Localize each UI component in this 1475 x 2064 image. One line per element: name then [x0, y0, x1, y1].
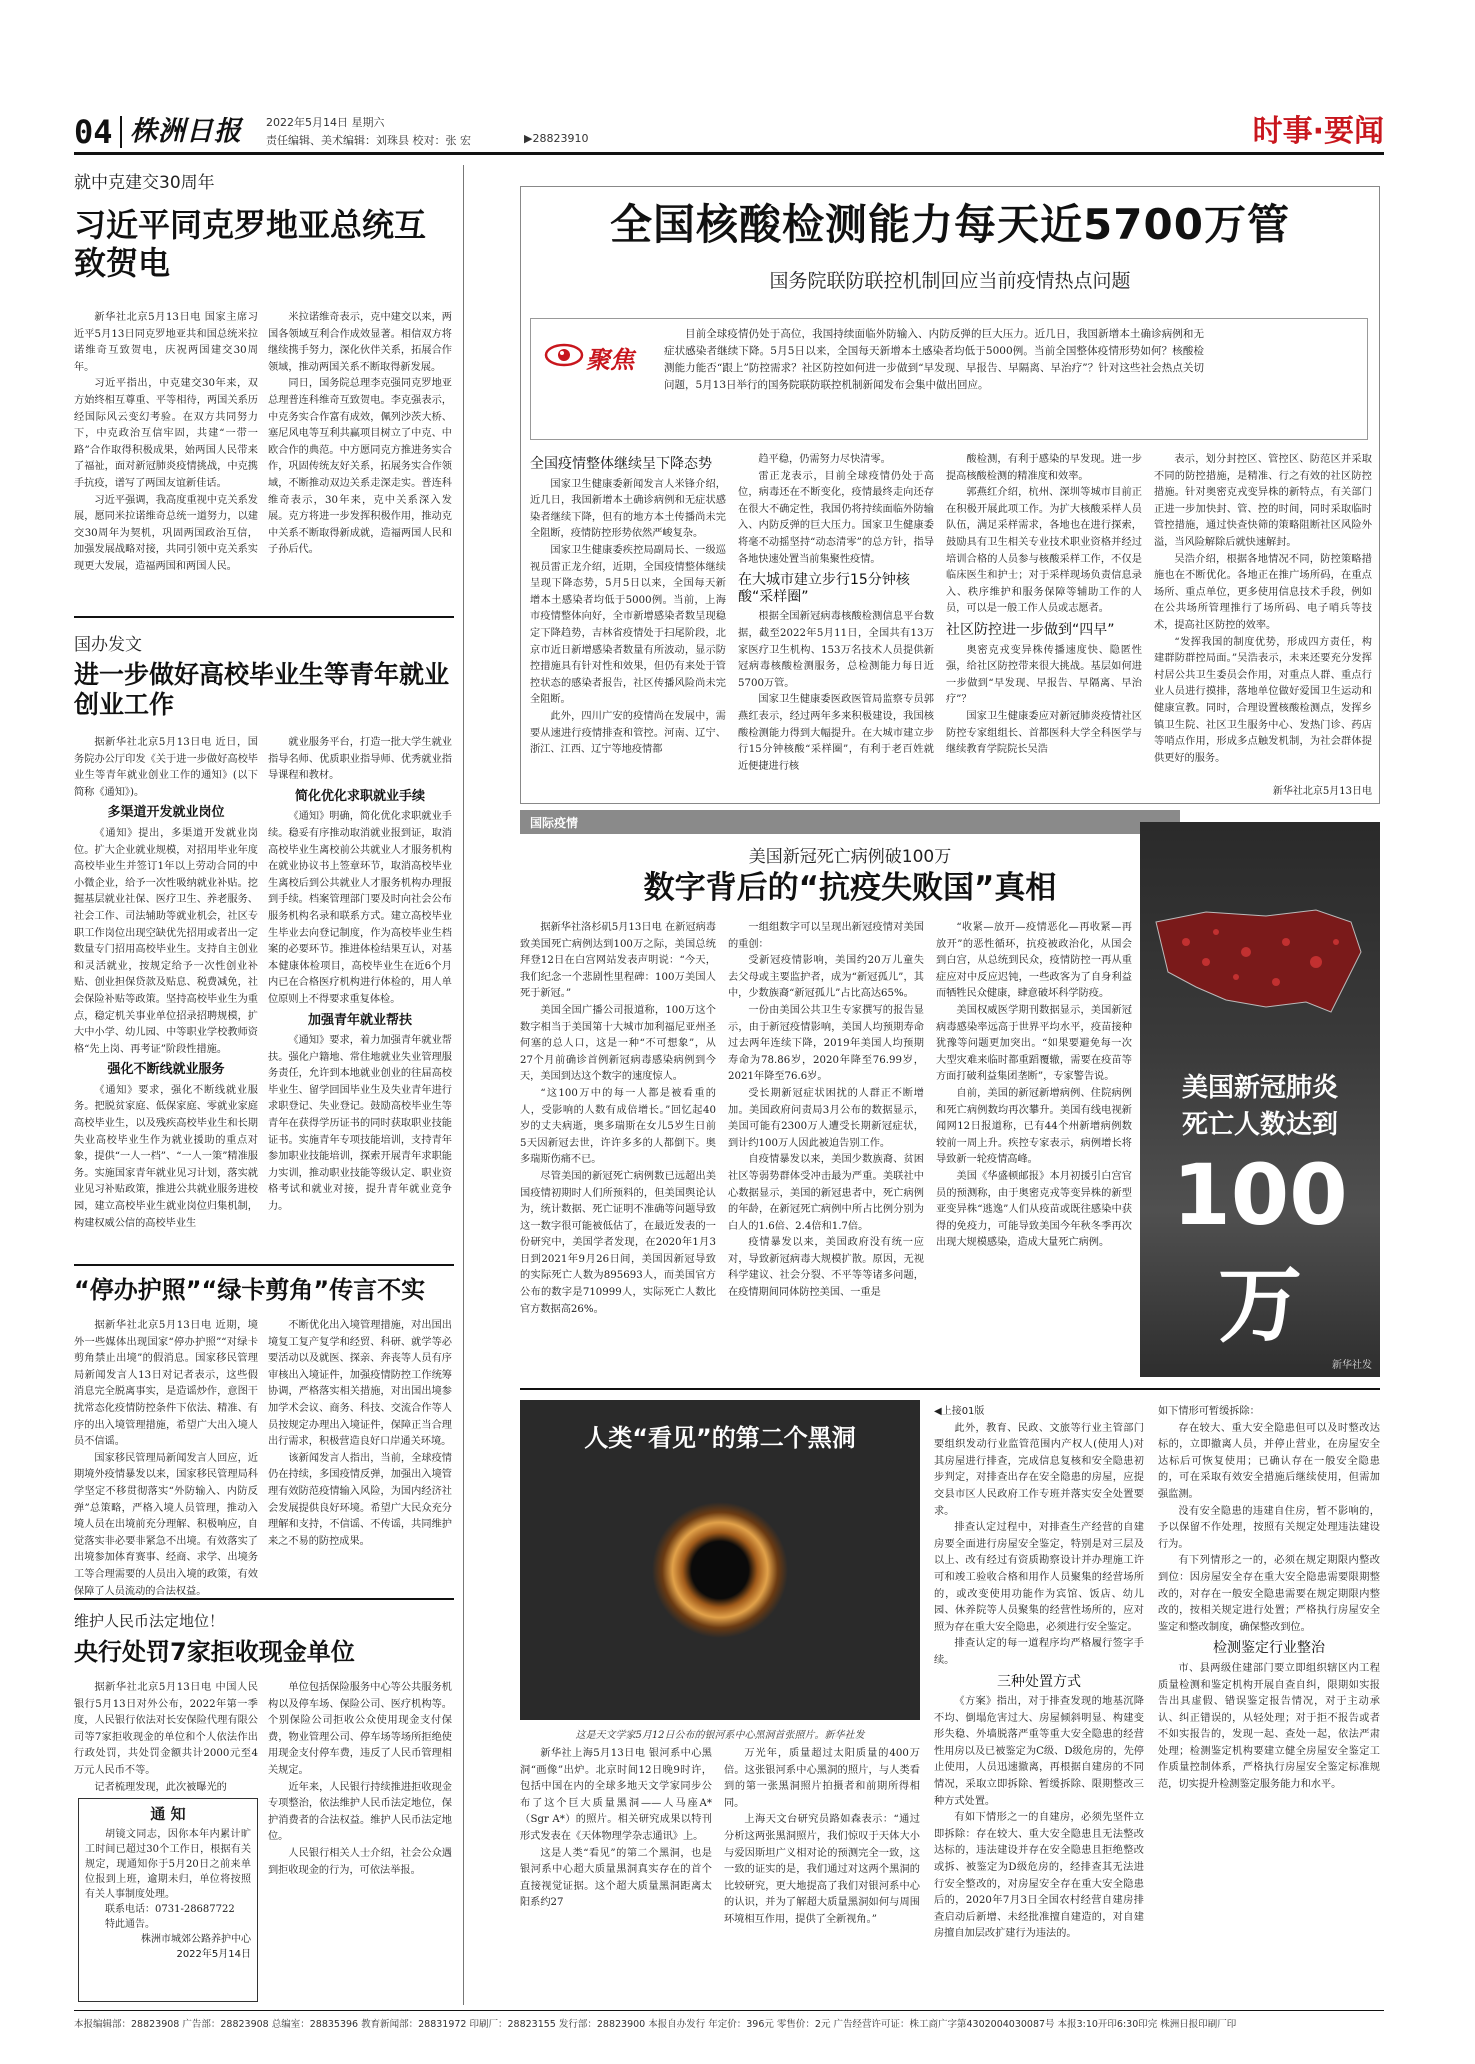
article-headline: 央行处罚7家拒收现金单位 — [74, 1638, 355, 1666]
photo-title: 人类“看见”的第二个黑洞 — [584, 1424, 856, 1452]
paragraph: 有下列情形之一的，必须在规定期限内整改到位：因房屋安全存在重大安全隐患需要限期整改的，对存在一般安全隐患需要在规定期限内整改的，按相关规定进行处置；严格执行房屋安全鉴定和整改制度，确保整改到位。 — [1158, 1555, 1380, 1633]
paragraph: 奥密克戎变异株传播速度快、隐匿性强，给社区防控带来很大挑战。基层如何进一步做到“早发现、早报告、早隔离、早治疗”？ — [946, 644, 1142, 706]
article-column — [520, 920, 716, 1375]
article-kicker: 美国新冠死亡病例破100万 — [748, 847, 952, 867]
paragraph: “收紧—放开—疫情恶化—再收紧—再放开”的恶性循环，抗疫被政治化，从国会到白宫，从总统到民众，疫情防控一再从重症应对中反应迟钝，一些政客为了自身利益而牺牲民众健康，肆意破坏科学防疫。 — [936, 922, 1132, 1000]
paragraph: 尽管美国的新冠死亡病例数已远超出美国疫情初期时人们所预料的，但美国舆论认为，统计数据、死亡证明不准确等问题导致这一数字很可能被低估了，在最近发表的一份研究中，美国学者发现，在2020年1月3日到2021年9月26日间，美国因新冠导致的实际死亡人数为895693人，而美国官方公布的数字是710999人，实际死亡人数比官方数据高26%。 — [520, 1170, 716, 1315]
paragraph: 美国权威医学期刊数据显示，美国新冠病毒感染率远高于世界平均水平，疫苗接种犹豫等问题更加突出。“如果要避免每一次大型灾难来临时都重蹈覆辙，需要在疫苗等方面打破利益集团垄断”，专家警告说。 — [936, 1004, 1132, 1083]
article-column — [934, 1404, 1144, 2002]
paragraph: 据新华社北京5月13日电 中国人民银行5月13日对外公布，2022年第一季度，人民银行依法对长安保险代理有限公司等7家拒收现金的单位和个人依法作出行政处罚，共处罚金额共计2000元至4万元人民币不等。 — [74, 1682, 258, 1776]
paragraph: 据新华社洛杉矶5月13日电 在新冠病毒致美国死亡病例达到100万之际，美国总统拜登12日在白宫网站发表声明说：“今天，我们纪念一个悲剧性里程碑：100万美国人死于新冠。” — [520, 922, 716, 1000]
article-column — [530, 452, 726, 797]
article-column — [946, 452, 1142, 797]
section-rule — [520, 1388, 1380, 1390]
paragraph: 一组组数字可以呈现出新冠疫情对美国的重创： — [728, 922, 924, 950]
column-divider — [463, 165, 464, 2005]
subheading: 强化不断线就业服务 — [107, 1062, 225, 1078]
masthead — [74, 112, 1384, 152]
paragraph: 据新华社北京5月13日电 近日，国务院办公厅印发《关于进一步做好高校毕业生等青年就业创业工作的通知》(以下简称《通知》)。 — [74, 737, 258, 798]
paragraph: 同日，国务院总理李克强同克罗地亚总理普连科维奇互致贺电。李克强表示，中克务实合作富有成效，佩列沙茨大桥、塞尼风电等互利共赢项目树立了中克、中欧合作的典范。中方愿同克方推进务实合作，巩固传统友好关系，拓展务实合作领域，不断推动双边关系走深走实。普连科维奇表示，30年来，克中关系深入发展。克方将进一步发挥积极作用，推动克中关系不断取得新成就，造福两国人民和子孙后代。 — [268, 378, 452, 556]
paragraph: 吴浩介绍，根据各地情况不同，防控策略措施也在不断优化。各地正在推广场所码，在重点场所、重点单位，更多使用信息技术手段，例如在公共场所管理推行了场所码、电子哨兵等技术，提高社区防控的效率。 — [1154, 553, 1372, 631]
paragraph: 酸检测，有利于感染的早发现。进一步提高核酸检测的精准度和效率。 — [946, 454, 1142, 482]
subheading: 如下情形可暂缓拆除： — [1158, 1406, 1260, 1417]
us-map-graphic — [1140, 822, 1380, 1377]
paragraph: 习近平强调，我高度重视中克关系发展，愿同米拉诺维奇总统一道努力，以建交30周年为契机，巩固两国政治互信，加强发展战略对接，共同引领中克关系实现更大发展，造福两国和两国人民。 — [74, 494, 258, 572]
paragraph: 人民银行相关人士介绍，社会公众遇到拒收现金的行为，可依法举报。 — [268, 1847, 452, 1876]
subheading: 在大城市建立步行15分钟核酸“采样圈” — [738, 572, 910, 605]
paragraph: 该新闻发言人指出，当前，全球疫情仍在持续，多国疫情反弹，加强出入境管理有效防范疫情输入风险，为国内经济社会发展提供良好环境。希望广大民众充分理解和支持，不信谣、不传谣，共同维护来之不易的防控成果。 — [268, 1452, 452, 1547]
paragraph: 受长期新冠症状困扰的人群正不断增加。美国政府问责局3月公布的数据显示，美国可能有2300万人遭受长期新冠症状，到计约100万人因此被迫告别工作。 — [728, 1087, 924, 1149]
paragraph: 排查认定过程中，对排查生产经营的自建房要全面进行房屋安全鉴定，特别是对三层及以上、改有经过有资质勘察设计并办理施工许可和竣工验收合格和用作人员聚集的经营场所的，或改变使用功能作为宾馆、饭店、幼儿园、休养院等人员聚集的经营性场所的，应对照为存在重大安全隐患，必须进行安全鉴定。 — [934, 1522, 1144, 1633]
paragraph: 单位包括保险服务中心等公共服务机构以及停车场、保险公司、医疗机构等。个别保险公司拒收公众使用现金支付保费，物业管理公司、停车场等场所拒绝使用现金支付停车费，违反了人民币管理相关规定。 — [268, 1682, 452, 1776]
notice-box — [78, 1798, 258, 2002]
paragraph: 此外，教育、民政、文旅等行业主管部门要组织发动行业监管范围内产权人(使用人)对其房屋进行排查，完成信息复核和安全隐患初步判定，对排查出存在安全隐患的房屋，应提交县市区人民政府工作专班并落实安全处置要求。 — [934, 1422, 1144, 1517]
eye-icon — [544, 340, 584, 370]
section-tag-label: 国际疫情 — [530, 816, 579, 830]
paragraph: 不断优化出入境管理措施，对出国出境复工复产复学和经贸、科研、就学等必要活动以及就医、探亲、奔丧等人员有序审核出入境证件，加强疫情防控工作统筹协调，严格落实相关措施，对出国出境参加学术会议、商务、科技、交流合作等人员按规定办理出入境证件，保障正当合理出行需求，积极营造良好口岸通关环境。 — [268, 1320, 452, 1448]
photo-caption: 这是天文学家5月12日公布的银河系中心黑洞首张照片。新华社发 — [575, 1730, 865, 1741]
focus-label: 聚焦 — [586, 346, 634, 374]
black-hole-ring-icon — [650, 1500, 790, 1640]
paragraph: 美国《华盛顿邮报》本月初援引白宫官员的预测称，由于奥密克戎等变异株的新型亚变异株“逃逸”人们从疫苗或既往感染中获得的免疫力，可能导致美国今年秋冬季再次出现大规模感染，造成大量死亡病例。 — [936, 1170, 1132, 1249]
focus-intro — [664, 326, 1204, 434]
article-headline: 数字背后的“抗疫失败国”真相 — [643, 870, 1057, 906]
paragraph: 郭燕红介绍，杭州、深圳等城市目前正在积极开展此项工作。为扩大核酸采样人员队伍，满足采样需求，各地也在进行探索，鼓励具有卫生相关专业技术职业资格并经过培训合格的人员参与核酸采样工作，不仅是临床医生和护士；对于采样现场负责信息录入、秩序维护和服务保障等辅助工作的人员，可以是一般工作人员或志愿者。 — [946, 487, 1142, 615]
article-column — [520, 1746, 712, 2001]
article-column — [728, 920, 924, 1375]
map-caption-line2: 死亡人数达到 — [1181, 1110, 1338, 1140]
article-column — [268, 1680, 452, 2002]
paragraph: 《方案》指出，对于排查发现的地基沉降不均、倒塌危害过大、房屋倾斜明显、构建变形失稳、外墙脱落严重等重大安全隐患的经营性用房以及已被鉴定为C级、D级危房的，先停止使用，人员迅速撤离，再根据自建房的不同情况，采取立即拆除、暂缓拆除、限期整改三种方式处置。 — [934, 1696, 1144, 1807]
section-rule — [74, 1598, 454, 1600]
article-column — [74, 1318, 258, 1597]
paragraph: “发挥我国的制度优势，形成四方责任，构建群防群控局面。”吴浩表示，未来还要充分发挥村居公共卫生委员会作用，对重点人群、重点行业人员进行摸排，落地单位做好爱国卫生运动和健康宣教。同时，合理设置核酸检测点，发挥乡镇卫生院、社区卫生服务中心、发热门诊、药店等哨点作用，形成多点触发机制，为社会群体提供更好的服务。 — [1154, 636, 1372, 764]
notice-date: 2022年5月14日 — [176, 1949, 251, 1960]
article-column — [74, 310, 258, 640]
paragraph: 《通知》明确，简化优化求职就业手续。稳妥有序推动取消就业报到证，取消高校毕业生离校前公共就业人才服务机构在就业协议书上签章环节，取消高校毕业生离校后到公共就业人才服务机构办理报到手续。档案管理部门要及时向社会公布服务机构名录和联系方式。建立高校毕业生毕业去向登记制度，作为高校毕业生档案的必要环节。推进体检结果互认，对基本健康体检项目，高校毕业生在近6个月内已在合格医疗机构进行体检的，用人单位原则上不得要求重复体检。 — [268, 811, 452, 1005]
article-column — [1158, 1404, 1380, 2002]
paragraph: 国家移民管理局新闻发言人回应，近期境外疫情暴发以来，国家移民管理局科学坚定不移贯彻落实“外防输入、内防反弹”总策略，严格入境人员管理，推动入境人员在出境前充分理解、积极响应，自觉落实非必要非紧急不出境。有效落实了出境参加体育赛事、经商、求学、出境务工等合理需要的人员出入境的政策，有效保障了人员流动的合法权益。 — [74, 1452, 258, 1597]
section-rule — [74, 616, 454, 618]
paragraph: 记者梳理发现，此次被曝光的 — [94, 1781, 227, 1793]
paragraph: 受新冠疫情影响，美国约20万儿童失去父母或主要监护者，成为“新冠孤儿”，其中，少数族裔“新冠孤儿”占比高达65%。 — [728, 955, 924, 1000]
issue-date: 2022年5月14日 星期六 — [266, 116, 385, 129]
notice-title: 通 知 — [150, 1805, 186, 1823]
article-column — [74, 735, 258, 1255]
paragraph: 习近平指出，中克建交30年来，双方始终相互尊重、平等相待，两国关系历经国际风云变幻考验。在双方共同努力下，中克政治互信牢固，共建“一带一路”合作取得积极成果，始两国人民带来了福祉，面对新冠肺炎疫情挑战，中克携手抗疫，谱写了两国友谊新佳话。 — [74, 378, 258, 489]
subheading: 全国疫情整体继续呈下降态势 — [530, 456, 712, 472]
section-name: 时事·要闻 — [1252, 114, 1384, 149]
paragraph: 这是人类“看见”的第二个黑洞，也是银河系中心超大质量黑洞真实存在的首个直接视觉证据。这个超大质量黑洞距离太阳系约27 — [520, 1847, 712, 1909]
paragraph: 就业服务平台，打造一批大学生就业指导名师、优质职业指导师、优秀就业指导课程和教材。 — [268, 737, 452, 782]
paragraph: 米拉诺维奇表示，克中建交以来，两国各领域互利合作成效显著。相信双方将继续携手努力，深化伙伴关系，拓展合作领域，推动两国关系不断取得新发展。 — [268, 312, 452, 373]
paragraph: 表示，划分封控区、管控区、防范区并采取不同的防控措施，是精准、行之有效的社区防控措施。针对奥密克戎变异株的新特点，有关部门正进一步加快封、管、控的时间，同时采取临时管控措施，通过快查快筛的策略阻断社区风险外溢，当风险解除后就快速解封。 — [1154, 454, 1372, 548]
paragraph: 新华社上海5月13日电 银河系中心黑洞“画像”出炉。北京时间12日晚9时许，包括中国在内的全球多地天文学家同步公布了这个巨大质量黑洞——人马座A*（Sgr A*）的照片。相关研究成果以特刊形式发表在《天体物理学杂志通讯》上。 — [520, 1748, 712, 1842]
notice-org: 株洲市城郊公路养护中心 — [141, 1934, 251, 1945]
article-headline: 习近平同克罗地亚总统互致贺电 — [74, 206, 427, 283]
article-column — [268, 1318, 452, 1590]
paragraph: 美国全国广播公司报道称，100万这个数字相当于美国第十大城市加利福尼亚州圣何塞的总人口，这是一种“不可想象”，从27个月前确诊首例新冠病毒感染病例到今天，美国到达这个数字的速度惊人。 — [520, 1004, 716, 1083]
paragraph: 趋平稳，仍需努力尽快清零。 — [758, 454, 891, 465]
paragraph: 排查认定的每一道程序均严格履行签字手续。 — [934, 1638, 1144, 1666]
lead-subtitle: 国务院联防联控机制回应当前疫情热点问题 — [769, 270, 1131, 292]
us-map-icon — [1146, 882, 1374, 1042]
footer-info: 本报编辑部：28823908 广告部：28823908 总编室：28835396 教育新闻部：28831972 印刷厂：28823155 发行部：28823900 本报自办发行 年定价：396元 零售价：2元 广告经营许可证：株工商广字第4302004030087号 本报3:10开印6:30印完 株洲日报印刷厂印 — [74, 2019, 1237, 2030]
footer-rule — [74, 2010, 1384, 2011]
article-column — [724, 1746, 920, 2001]
byline: 新华社北京5月13日电 — [1272, 786, 1372, 797]
page-number: 04 — [74, 113, 113, 151]
paragraph: 新华社北京5月13日电 国家主席习近平5月13日同克罗地亚共和国总统米拉诺维奇互致贺电，庆祝两国建交30周年。 — [74, 312, 258, 373]
paragraph: 有如下情形之一的自建房，必须先坚件立即拆除：存在较大、重大安全隐患且无法整改达标的，违法建设并存在安全隐患且拒绝整改或拆、被鉴定为D级危房的，经排查其无法进行安全整改的，对房屋安全存在重大安全隐患后的，2020年7月3日全国农村经营自建房排查启动后新增、未经批准擅自建造的，对自建房擅自加层改扩建行为违法的。 — [934, 1812, 1144, 1940]
phone-number: ▶28823910 — [524, 132, 589, 145]
subheading: 简化优化求职就业手续 — [294, 788, 425, 804]
notice-contact: 联系电话：0731-28687722 — [105, 1904, 235, 1915]
paragraph: 国家卫生健康委应对新冠肺炎疫情社区防控专家组组长、首都医科大学全科医学与继续教育学院院长吴浩 — [946, 710, 1142, 756]
paragraph: 自疫情暴发以来，美国少数族裔、贫困社区等弱势群体受冲击最为严重。美联社中心数据显示，美国的新冠患者中，死亡病例的年龄，在新冠死亡病例中所占比例分别为白人的1.6倍、2.4倍和1.7倍。 — [728, 1154, 924, 1232]
paragraph: 目前全球疫情仍处于高位，我国持续面临外防输入、内防反弹的巨大压力。近几日，我国新增本土确诊病例和无症状感染者继续下降。5月5日以来，全国每天新增本土感染者均低于5000例。当前全国整体疫情形势如何？核酸检测能力能否“跟上”防控需求？社区防控如何进一步做到“早发现、早报告、早隔离、早治疗”？针对这些社会热点关切问题，5月13日举行的国务院联防联控机制新闻发布会集中做出回应。 — [664, 328, 1204, 391]
paragraph: 此外，四川广安的疫情尚在发展中，需要从速进行疫情排查和管控。河南、辽宁、浙江、江西、辽宁等地疫情都 — [530, 710, 726, 756]
paragraph: 一份由美国公共卫生专家撰写的报告显示，由于新冠疫情影响，美国人均预期寿命过去两年连续下降，2019年美国人均预期寿命为78.86岁，2020年降至76.99岁，2021年降至76.6岁。 — [728, 1004, 924, 1083]
paragraph: 上海天文台研究员路如森表示：“通过分析这两张黑洞照片，我们惊叹于天体大小与爱因斯坦广义相对论的预测完全一致，这一致的证实的是，我们通过对这两个黑洞的比较研究，更大地提高了我们对银河系中心的认识，并为了解超大质量黑洞如何与周围环境相互作用，提供了全新视角。” — [724, 1814, 920, 1925]
masthead-rule — [74, 152, 1384, 155]
subheading: 三种处置方式 — [997, 1673, 1081, 1690]
article-column — [936, 920, 1132, 1375]
continued-marker: ◀上接01版 — [934, 1406, 985, 1417]
article-kicker: 国办发文 — [74, 635, 142, 655]
subheading: 多渠道开发就业岗位 — [107, 805, 225, 821]
subheading: 社区防控进一步做到“四早” — [946, 621, 1115, 638]
article-column — [738, 452, 934, 797]
map-caption-line1: 美国新冠肺炎 — [1181, 1073, 1338, 1103]
black-hole-photo — [520, 1400, 920, 1720]
paragraph: 根据全国新冠病毒核酸检测信息平台数据，截至2022年5月11日，全国共有13万家医疗卫生机构、153万名技术人员提供新冠病毒核酸检测服务，总检测能力每日近5700万管。 — [738, 611, 934, 689]
paragraph: 存在较大、重大安全隐患但可以及时整改达标的，立即撤离人员，并停止营业，在房屋安全达标后可恢复使用；已确认存在一般安全隐患的，可在采取有效安全措施后继续使用，但需加强监测。 — [1158, 1422, 1380, 1500]
image-credit: 新华社发 — [1332, 1360, 1372, 1371]
paragraph: 万光年，质量超过太阳质量的400万倍。这张银河系中心黑洞的照片，与人类看到的第一张黑洞照片拍摄者和前期所得相同。 — [724, 1748, 920, 1809]
paragraph: “这100万中的每一人都是被看重的人，受影响的人数有成倍增长。”回忆起40岁的丈夫病逝，奥多瑞斯在女儿5岁生日前5天因新冠去世，许许多多的人都倒下。奥多瑞斯伤痛不已。 — [520, 1087, 716, 1166]
article-column — [74, 1680, 258, 1792]
editors-line: 责任编辑、美术编辑：刘珠县 校对：张 宏 — [266, 134, 471, 147]
paragraph: 自前，美国的新冠新增病例、住院病例和死亡病例数均再次攀升。美国有线电视新闻网12日报道称，已有44个州新增病例数较前一周上升。疾控专家表示，病例增长将导致新一轮疫情高峰。 — [936, 1087, 1132, 1166]
paragraph: 《通知》要求，强化不断线就业服务。把脱贫家庭、低保家庭、零就业家庭高校毕业生，以及残疾高校毕业生和长期失业高校毕业生作为就业援助的重点对象，提供“一人一档”、“一人一策”精准服务。实施国家青年就业见习计划，落实就业见习补贴政策，推进公共就业服务进校园，建立高校毕业生就业岗位归集机制，构建权威公信的高校毕业生 — [74, 1084, 258, 1229]
paragraph: 市、县两级住建部门要立即组织辖区内工程质量检测和鉴定机构开展自查自纠，限期如实报告出具虚假、错误鉴定报告情况，对于主动承认、纠正错误的，从轻处理；对于拒不报告或者不如实报告的，发现一起、查处一起，依法严肃处理；检测鉴定机构要建立健全房屋安全鉴定工作质量控制体系，严格执行房屋安全鉴定标准规范，切实提升检测鉴定服务能力和水平。 — [1158, 1662, 1380, 1791]
section-tag — [520, 810, 1180, 834]
masthead-divider — [120, 116, 122, 148]
subheading: 加强青年就业帮扶 — [307, 1012, 412, 1028]
paragraph: 据新华社北京5月13日电 近期，境外一些媒体出现国家“停办护照”“对绿卡剪角禁止出境”的假消息。国家移民管理局新闻发言人13日对记者表示，这些假消息完全脱离事实，是造谣炒作，意图干扰常态化疫情防控条件下依法、精准、有序的出入境管理措施，希望广大出入境人员不信谣。 — [74, 1320, 258, 1448]
section-rule — [74, 1264, 454, 1266]
paragraph: 国家卫生健康委新闻发言人米锋介绍，近几日，我国新增本土确诊病例和无症状感染者继续下降，但有的地方本土传播尚未完全阻断，疫情防控形势依然严峻复杂。 — [530, 478, 726, 540]
subheading: 检测鉴定行业整治 — [1213, 1640, 1325, 1657]
article-kicker: 就中克建交30周年 — [74, 173, 215, 193]
paragraph: 雷正龙表示，目前全球疫情仍处于高位，病毒还在不断变化，疫情最终走向还存在很大不确定性，我国仍将持续面临外防输入、内防反弹的巨大压力。国家卫生健康委将毫不动摇坚持“动态清零”的总方针，指导各地快速处置当前集聚性疫情。 — [738, 470, 934, 565]
paper-logo: 株洲日报 — [130, 116, 242, 147]
paragraph: 近年来，人民银行持续推进拒收现金专项整治，依法维护人民币法定地位，保护消费者的合法权益。维护人民币法定地位。 — [268, 1781, 452, 1843]
article-headline: “停办护照”“绿卡剪角”传言不实 — [74, 1276, 426, 1304]
paragraph: 国家卫生健康委医政医管局监察专员郭燕红表示，经过两年多来积极建设，我国核酸检测能力得到大幅提升。在大城市建立步行15分钟核酸“采样圈”，有利于老百姓就近便捷进行核 — [738, 694, 934, 772]
paragraph: 国家卫生健康委疾控局副局长、一级巡视员雷正龙介绍，近期，全国疫情整体继续呈现下降态势，5月5日以来，全国每天新增本土感染者均低于5000例。当前，上海市疫情整体向好，全市新增感染者数呈现稳定下降趋势，吉林省疫情处于扫尾阶段，北京市近日新增感染者数量有所波动，显示防控措施具有针对性和效果，但仍有来处于管控状态的感染者报告，社区传播风险尚未完全阻断。 — [530, 544, 726, 706]
article-column — [268, 310, 452, 640]
paragraph: 疫情暴发以来，美国政府没有统一应对，导致新冠病毒大规模扩散。原因，无视科学建议、社会分裂、不平等等诸多问题，在疫情期间同体防控美国、一重是 — [728, 1237, 924, 1299]
article-headline: 进一步做好高校毕业生等青年就业创业工作 — [74, 660, 450, 719]
notice-body: 胡镜文同志，因你本年内累计旷工时间已超过30个工作日，根据有关规定，现通知你于5月20日之前来单位报到上班，逾期未归，单位将按照有关人事制度处理。 — [85, 1829, 251, 1900]
paragraph: 《通知》要求，着力加强青年就业帮扶。强化户籍地、常住地就业失业管理服务责任，允许到本地就业创业的往届高校毕业生、留学回国毕业生及失业青年进行求职登记、失业登记。鼓励高校毕业生等青年在获得学历证书的同时获取职业技能证书。实施青年专项技能培训，支持青年参加职业技能培训，探索开展青年求职能力实训，推动职业技能等级认定、职业资格考试和就业对接，提升青年就业竞争力。 — [268, 1035, 452, 1213]
article-column — [268, 735, 452, 1255]
article-column — [1154, 452, 1372, 780]
lead-headline: 全国核酸检测能力每天近5700万管 — [610, 200, 1290, 249]
map-caption-big: 100万 — [1172, 1146, 1348, 1354]
notice-tail: 特此通告。 — [105, 1919, 155, 1930]
article-kicker: 维护人民币法定地位！ — [74, 1612, 225, 1630]
paragraph: 没有安全隐患的违建自住房，暂不影响的，予以保留不作处理，按照有关规定处理违法建设行为。 — [1158, 1505, 1380, 1550]
paragraph: 《通知》提出，多渠道开发就业岗位。扩大企业就业规模，对招用毕业年度高校毕业生并签订1年以上劳动合同的中小微企业，给予一次性吸纳就业补贴。挖掘基层就业社保、医疗卫生、养老服务、社会工作、司法辅助等就业机会，社区专职工作岗位出现空缺优先招用或者出一定数量专门招用高校毕业生。支持自主创业和灵活就业，按规定给予一次性创业补贴、创业担保贷款及贴息、税费减免，社会保险补贴等政策。坚持高校毕业生为重点，稳定机关事业单位招录招聘规模，扩大中小学、幼儿园、中等职业学校教师资格“先上岗、再考证”阶段性措施。 — [74, 827, 258, 1055]
